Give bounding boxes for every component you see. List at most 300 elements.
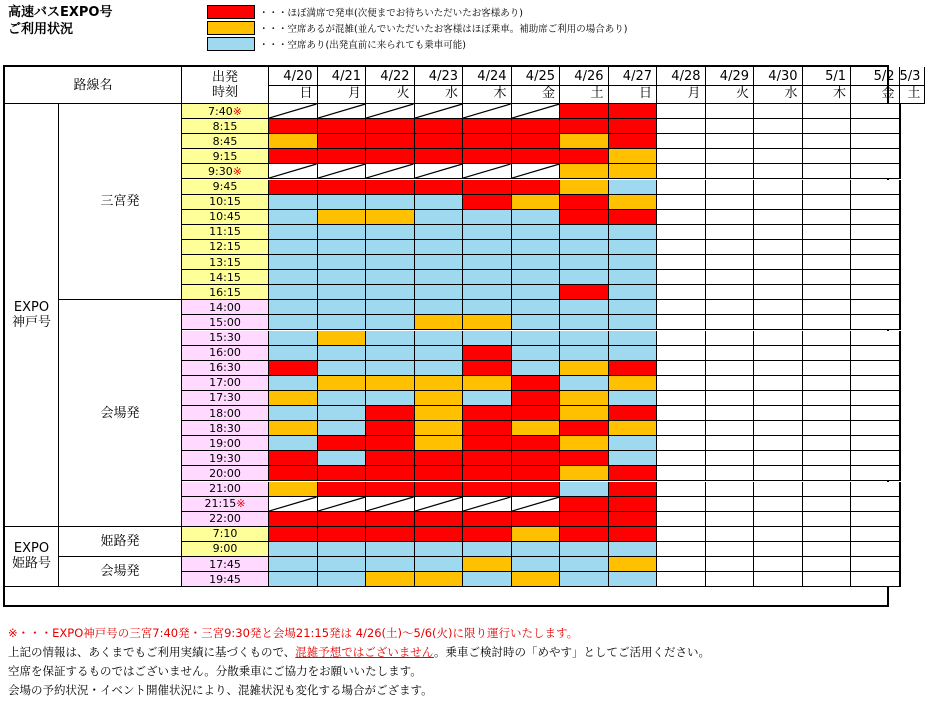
status-cell <box>463 225 512 240</box>
status-cell <box>657 300 706 315</box>
status-cell <box>803 240 852 255</box>
status-cell <box>366 572 415 587</box>
route-name-line2: 神戸号 <box>11 314 51 330</box>
status-cell <box>512 512 561 527</box>
status-cell <box>900 451 901 466</box>
status-cell <box>366 255 415 270</box>
status-cell <box>803 270 852 285</box>
status-cell <box>900 361 901 376</box>
note-emphasis: 混雑予想ではございません <box>295 645 434 659</box>
departure-time-cell <box>182 315 269 330</box>
status-cell <box>657 406 706 421</box>
status-cell <box>560 104 609 119</box>
status-cell <box>415 225 464 240</box>
status-cell <box>803 104 852 119</box>
status-cell <box>269 134 318 149</box>
status-cell <box>269 104 318 119</box>
status-cell <box>803 512 852 527</box>
departure-time-cell <box>182 406 269 421</box>
status-cell <box>609 361 658 376</box>
date-header <box>560 67 609 104</box>
status-cell <box>900 285 901 300</box>
status-cell <box>754 134 803 149</box>
route-name-line2: 姫路号 <box>11 556 51 572</box>
date-header <box>900 67 925 104</box>
departure-time-cell <box>182 436 269 451</box>
departure-time-cell <box>182 134 269 149</box>
status-cell <box>754 542 803 557</box>
limited-service-mark: ※ <box>236 497 246 511</box>
departure-time-cell <box>182 195 269 210</box>
status-cell <box>900 466 901 481</box>
status-cell <box>706 164 755 179</box>
status-cell <box>415 300 464 315</box>
status-cell <box>706 466 755 481</box>
status-cell <box>706 331 755 346</box>
legend-item-crowded <box>207 20 627 36</box>
legend-swatch-red <box>207 5 255 19</box>
origin-label: 会場発 <box>100 564 140 580</box>
status-cell <box>609 557 658 572</box>
departure-time: 19:30 <box>209 451 241 465</box>
status-cell <box>706 119 755 134</box>
status-cell <box>366 270 415 285</box>
status-cell <box>803 466 852 481</box>
departure-time-cell <box>182 225 269 240</box>
status-cell <box>851 421 900 436</box>
departure-time-cell <box>182 300 269 315</box>
status-cell <box>512 436 561 451</box>
departure-time-cell <box>182 331 269 346</box>
status-cell <box>269 180 318 195</box>
status-cell <box>706 391 755 406</box>
status-cell <box>851 572 900 587</box>
date-header <box>754 67 803 104</box>
no-service-slash-icon <box>415 104 463 118</box>
no-service-slash-icon <box>512 497 560 511</box>
route-name-cell <box>5 527 59 587</box>
status-cell <box>754 149 803 164</box>
status-cell <box>754 346 803 361</box>
status-cell <box>706 542 755 557</box>
status-cell <box>560 376 609 391</box>
status-cell <box>609 315 658 330</box>
title-line-1: 高速バスEXPO号 <box>8 5 113 20</box>
departure-time: 15:30 <box>209 331 241 345</box>
weekday-label: 金 <box>851 85 899 102</box>
status-cell <box>803 164 852 179</box>
time-label-line2: 時刻 <box>211 85 238 100</box>
status-cell <box>415 195 464 210</box>
weekday-label: 土 <box>560 85 608 102</box>
legend <box>207 4 627 52</box>
status-cell <box>366 391 415 406</box>
date-header <box>366 67 415 104</box>
departure-time: 14:15 <box>209 270 241 284</box>
status-cell <box>269 119 318 134</box>
route-name-line1: EXPO <box>13 541 50 557</box>
status-cell <box>512 240 561 255</box>
status-cell <box>851 512 900 527</box>
status-cell <box>900 542 901 557</box>
status-cell <box>900 527 901 542</box>
origin-label-cell <box>59 300 182 527</box>
no-service-slash-icon <box>463 104 511 118</box>
header-departure-time <box>182 67 269 104</box>
date-header <box>706 67 755 104</box>
status-cell <box>269 315 318 330</box>
status-cell <box>560 255 609 270</box>
date-label: 5/3 <box>899 68 921 84</box>
status-cell <box>463 466 512 481</box>
status-cell <box>560 285 609 300</box>
status-cell <box>366 195 415 210</box>
status-cell <box>512 315 561 330</box>
status-cell <box>560 572 609 587</box>
status-cell <box>318 482 367 497</box>
status-cell <box>415 527 464 542</box>
status-cell <box>657 436 706 451</box>
status-cell <box>900 104 901 119</box>
status-cell <box>706 346 755 361</box>
status-cell <box>754 195 803 210</box>
legend-swatch-orange <box>207 21 255 35</box>
date-label: 4/25 <box>525 68 555 84</box>
departure-time: 16:15 <box>209 285 241 299</box>
status-cell <box>463 104 512 119</box>
departure-time-cell <box>182 557 269 572</box>
departure-time-cell <box>182 361 269 376</box>
status-cell <box>463 119 512 134</box>
departure-time: 9:45 <box>212 180 238 194</box>
status-cell <box>512 346 561 361</box>
date-header <box>269 67 318 104</box>
status-cell <box>706 134 755 149</box>
origin-label: 三宮発 <box>100 194 140 210</box>
status-cell <box>415 436 464 451</box>
status-cell <box>851 346 900 361</box>
status-cell <box>366 482 415 497</box>
departure-time: 16:30 <box>209 361 241 375</box>
status-cell <box>754 451 803 466</box>
status-cell <box>803 557 852 572</box>
status-cell <box>560 164 609 179</box>
origin-label: 姫路発 <box>100 533 140 549</box>
status-cell <box>657 466 706 481</box>
status-cell <box>803 527 852 542</box>
departure-time-cell <box>182 255 269 270</box>
date-header <box>851 67 900 104</box>
departure-time: 7:10 <box>212 527 238 541</box>
date-header <box>318 67 367 104</box>
status-cell <box>366 512 415 527</box>
departure-time: 22:00 <box>209 512 241 526</box>
departure-time: 16:00 <box>209 346 241 360</box>
status-cell <box>657 149 706 164</box>
departure-time-cell <box>182 210 269 225</box>
status-cell <box>560 225 609 240</box>
status-cell <box>609 572 658 587</box>
status-cell <box>318 300 367 315</box>
title-line-2: ご利用状況 <box>8 22 74 37</box>
status-cell <box>415 119 464 134</box>
status-cell <box>318 512 367 527</box>
departure-time: 7:40 <box>208 104 233 118</box>
status-cell <box>900 255 901 270</box>
date-label: 4/20 <box>283 68 313 84</box>
departure-time-cell <box>182 376 269 391</box>
status-cell <box>900 512 901 527</box>
date-header <box>415 67 464 104</box>
status-cell <box>803 195 852 210</box>
status-cell <box>657 527 706 542</box>
status-cell <box>269 542 318 557</box>
no-service-slash-icon <box>415 164 463 178</box>
status-cell <box>609 346 658 361</box>
status-cell <box>609 134 658 149</box>
departure-time: 9:30 <box>208 164 233 178</box>
legend-swatch-blue <box>207 37 255 51</box>
status-cell <box>366 134 415 149</box>
status-cell <box>512 285 561 300</box>
status-cell <box>269 572 318 587</box>
status-cell <box>754 406 803 421</box>
status-cell <box>366 557 415 572</box>
departure-time-cell <box>182 346 269 361</box>
status-cell <box>851 225 900 240</box>
status-cell <box>609 270 658 285</box>
status-cell <box>560 195 609 210</box>
status-cell <box>657 180 706 195</box>
no-service-slash-icon <box>512 104 560 118</box>
status-cell <box>560 315 609 330</box>
status-cell <box>609 421 658 436</box>
status-cell <box>706 482 755 497</box>
status-cell <box>803 391 852 406</box>
status-cell <box>900 497 901 512</box>
status-cell <box>318 572 367 587</box>
status-cell <box>706 421 755 436</box>
origin-label-cell <box>59 104 182 300</box>
no-service-slash-icon <box>318 164 366 178</box>
status-cell <box>463 331 512 346</box>
departure-time: 9:15 <box>212 149 238 163</box>
status-cell <box>657 451 706 466</box>
status-cell <box>657 315 706 330</box>
status-cell <box>609 180 658 195</box>
status-cell <box>318 436 367 451</box>
departure-time: 8:45 <box>212 134 238 148</box>
status-cell <box>900 164 901 179</box>
status-cell <box>851 300 900 315</box>
status-cell <box>366 376 415 391</box>
status-cell <box>463 346 512 361</box>
status-cell <box>706 527 755 542</box>
notes <box>8 624 710 700</box>
legend-text: ・・・空席あり(出発直前に来られても乗車可能) <box>259 40 466 51</box>
status-cell <box>512 361 561 376</box>
status-cell <box>366 346 415 361</box>
status-cell <box>803 376 852 391</box>
status-cell <box>463 361 512 376</box>
status-cell <box>415 210 464 225</box>
status-cell <box>803 119 852 134</box>
date-label: 4/30 <box>768 68 798 84</box>
status-cell <box>851 331 900 346</box>
departure-time-cell <box>182 421 269 436</box>
status-cell <box>415 134 464 149</box>
status-cell <box>318 134 367 149</box>
status-cell <box>269 300 318 315</box>
departure-time-cell <box>182 180 269 195</box>
status-cell <box>512 270 561 285</box>
status-cell <box>463 240 512 255</box>
status-cell <box>754 331 803 346</box>
status-cell <box>851 391 900 406</box>
status-cell <box>318 149 367 164</box>
status-cell <box>754 225 803 240</box>
route-name-cell <box>5 104 59 527</box>
status-cell <box>269 391 318 406</box>
status-cell <box>560 542 609 557</box>
legend-text: ・・・空席あるが混雑(並んでいただいたお客様はほぼ乗車。補助席ご利用の場合あり) <box>259 24 628 35</box>
status-cell <box>318 270 367 285</box>
status-cell <box>706 376 755 391</box>
status-cell <box>609 164 658 179</box>
status-cell <box>318 225 367 240</box>
status-cell <box>851 315 900 330</box>
header-route-name <box>5 67 182 104</box>
weekday-label: 木 <box>463 85 511 102</box>
departure-time: 15:00 <box>209 315 241 329</box>
departure-time-cell <box>182 572 269 587</box>
departure-time: 8:15 <box>212 119 238 133</box>
status-cell <box>657 134 706 149</box>
status-cell <box>754 255 803 270</box>
status-cell <box>754 572 803 587</box>
status-cell <box>851 557 900 572</box>
status-cell <box>512 210 561 225</box>
status-cell <box>706 315 755 330</box>
status-cell <box>463 527 512 542</box>
weekday-label: 金 <box>512 85 560 102</box>
status-cell <box>754 300 803 315</box>
status-cell <box>318 315 367 330</box>
status-cell <box>463 406 512 421</box>
status-cell <box>560 180 609 195</box>
departure-time: 17:45 <box>209 557 241 571</box>
status-cell <box>512 180 561 195</box>
departure-time: 21:15 <box>204 497 237 511</box>
status-cell <box>609 255 658 270</box>
departure-time-cell <box>182 512 269 527</box>
status-cell <box>463 391 512 406</box>
status-cell <box>803 134 852 149</box>
status-cell <box>318 542 367 557</box>
status-cell <box>851 376 900 391</box>
departure-time-cell <box>182 149 269 164</box>
status-cell <box>366 240 415 255</box>
status-cell <box>318 497 367 512</box>
departure-time: 13:15 <box>209 255 241 269</box>
no-service-slash-icon <box>463 497 511 511</box>
status-cell <box>900 195 901 210</box>
status-cell <box>851 210 900 225</box>
status-cell <box>512 331 561 346</box>
status-cell <box>560 331 609 346</box>
status-cell <box>318 104 367 119</box>
status-cell <box>657 572 706 587</box>
no-service-slash-icon <box>269 104 317 118</box>
status-cell <box>657 240 706 255</box>
status-cell <box>560 240 609 255</box>
status-cell <box>754 391 803 406</box>
origin-label-cell <box>59 527 182 557</box>
departure-time: 19:00 <box>209 436 241 450</box>
status-cell <box>851 527 900 542</box>
status-cell <box>657 195 706 210</box>
status-cell <box>657 482 706 497</box>
status-cell <box>318 180 367 195</box>
status-cell <box>415 391 464 406</box>
status-cell <box>754 240 803 255</box>
status-cell <box>269 285 318 300</box>
no-service-slash-icon <box>415 497 463 511</box>
status-cell <box>900 210 901 225</box>
status-cell <box>269 557 318 572</box>
status-cell <box>560 119 609 134</box>
status-cell <box>609 195 658 210</box>
status-cell <box>463 376 512 391</box>
status-cell <box>851 240 900 255</box>
status-cell <box>415 180 464 195</box>
status-cell <box>463 134 512 149</box>
status-cell <box>463 557 512 572</box>
status-cell <box>512 557 561 572</box>
status-cell <box>803 300 852 315</box>
status-cell <box>803 482 852 497</box>
status-cell <box>609 451 658 466</box>
departure-time: 18:30 <box>209 421 241 435</box>
status-cell <box>609 482 658 497</box>
status-cell <box>706 436 755 451</box>
status-cell <box>657 270 706 285</box>
status-cell <box>512 527 561 542</box>
departure-time-cell <box>182 466 269 481</box>
status-cell <box>754 466 803 481</box>
status-cell <box>415 557 464 572</box>
note-variation: 会場の予約状況・イベント開催状況により、混雑状況も変化する場合がござます。 <box>8 683 433 697</box>
status-cell <box>609 391 658 406</box>
no-service-slash-icon <box>269 497 317 511</box>
departure-time-cell <box>182 164 269 179</box>
status-cell <box>560 406 609 421</box>
status-cell <box>560 210 609 225</box>
status-cell <box>269 346 318 361</box>
status-cell <box>318 421 367 436</box>
no-service-slash-icon <box>463 164 511 178</box>
status-cell <box>366 300 415 315</box>
departure-time: 11:15 <box>209 225 241 239</box>
status-cell <box>754 361 803 376</box>
departure-time: 18:00 <box>209 406 241 420</box>
weekday-label: 土 <box>900 85 925 102</box>
status-cell <box>900 240 901 255</box>
status-cell <box>609 376 658 391</box>
status-table <box>3 65 921 607</box>
status-cell <box>900 572 901 587</box>
status-cell <box>900 421 901 436</box>
